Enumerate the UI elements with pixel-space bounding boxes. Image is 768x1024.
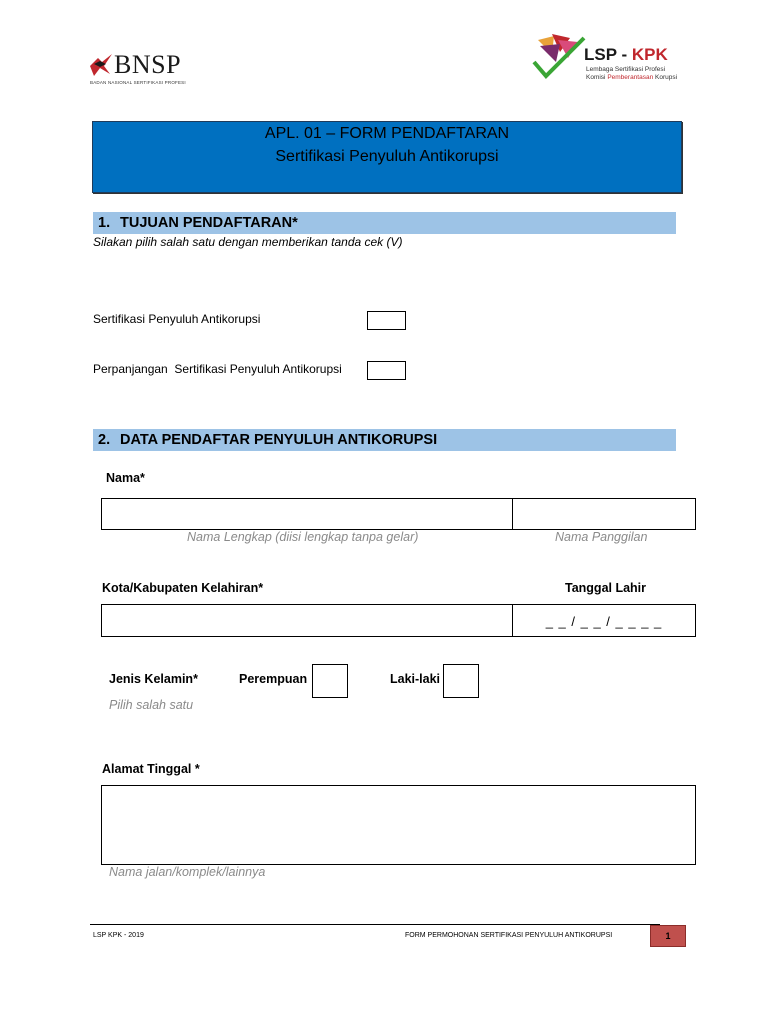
jenis-kelamin-label: Jenis Kelamin* bbox=[109, 672, 198, 686]
title-banner bbox=[92, 121, 682, 193]
lsp-subtitle-line2 bbox=[586, 74, 677, 81]
bnsp-subtitle: BADAN NASIONAL SERTIFIKASI PROFESI bbox=[90, 80, 186, 85]
form-title: APL. 01 – FORM PENDAFTARAN bbox=[264, 125, 510, 142]
lsp-kpk-emblem-icon bbox=[530, 32, 586, 82]
section-1-header bbox=[93, 212, 676, 234]
nama-panggilan-hint: Nama Panggilan bbox=[555, 530, 648, 544]
alamat-tinggal-label: Alamat Tinggal * bbox=[102, 762, 200, 776]
footer-divider bbox=[90, 924, 660, 925]
section-2-number: 2. bbox=[98, 432, 111, 448]
lsp-line2-a: Komisi bbox=[586, 74, 608, 81]
nama-lengkap-hint: Nama Lengkap (diisi lengkap tanpa gelar) bbox=[187, 530, 419, 544]
section-1-number: 1. bbox=[98, 215, 111, 231]
nama-panggilan-input[interactable] bbox=[512, 498, 696, 530]
option-perpanjangan-checkbox[interactable] bbox=[367, 361, 406, 380]
footer-center-text: FORM PERMOHONAN SERTIFIKASI PENYULUH ANTIKORUPSI bbox=[405, 932, 613, 939]
laki-laki-label: Laki-laki bbox=[390, 672, 441, 686]
lsp-wordmark-left: LSP - bbox=[584, 45, 632, 64]
lsp-kpk-logo bbox=[530, 32, 680, 84]
lsp-kpk-wordmark bbox=[584, 45, 668, 65]
bnsp-wordmark: BNSP bbox=[114, 50, 182, 79]
alamat-tinggal-hint: Nama jalan/komplek/lainnya bbox=[109, 865, 266, 879]
alamat-tinggal-input[interactable] bbox=[101, 785, 696, 865]
option-perpanjangan-label: Perpanjangan Sertifikasi Penyuluh Antikorupsi bbox=[93, 362, 342, 376]
section-2-title: DATA PENDAFTAR PENYULUH ANTIKORUPSI bbox=[120, 432, 438, 448]
perempuan-label: Perempuan bbox=[239, 672, 308, 686]
nama-lengkap-input[interactable] bbox=[101, 498, 513, 530]
jenis-kelamin-hint: Pilih salah satu bbox=[109, 698, 194, 712]
page-number: 1 bbox=[650, 925, 686, 947]
kota-kelahiran-input[interactable] bbox=[101, 604, 513, 637]
option-sertifikasi-label: Sertifikasi Penyuluh Antikorupsi bbox=[93, 312, 261, 326]
footer-left-text: LSP KPK - 2019 bbox=[93, 932, 144, 939]
lsp-line2-c: Korupsi bbox=[653, 74, 678, 81]
nama-label: Nama* bbox=[106, 471, 145, 485]
tanggal-lahir-placeholder: _ _ / _ _ / _ _ _ _ bbox=[545, 614, 663, 629]
section-2-header bbox=[93, 429, 676, 451]
form-subtitle: Sertifikasi Penyuluh Antikorupsi bbox=[275, 148, 499, 165]
perempuan-checkbox[interactable] bbox=[312, 664, 348, 698]
option-sertifikasi-checkbox[interactable] bbox=[367, 311, 406, 330]
section-1-title: TUJUAN PENDAFTARAN* bbox=[120, 215, 298, 231]
tanggal-lahir-label: Tanggal Lahir bbox=[565, 581, 647, 595]
bnsp-logo bbox=[88, 48, 206, 90]
tanggal-lahir-input[interactable] bbox=[512, 604, 696, 637]
kpk-wordmark-right: KPK bbox=[631, 45, 668, 64]
bnsp-emblem-icon bbox=[88, 52, 114, 78]
section-1-instruction: Silakan pilih salah satu dengan memberikan tanda cek (V) bbox=[93, 235, 403, 249]
laki-laki-checkbox[interactable] bbox=[443, 664, 479, 698]
lsp-line2-b: Pemberantasan bbox=[607, 74, 654, 81]
kota-kelahiran-label: Kota/Kabupaten Kelahiran* bbox=[102, 581, 264, 595]
lsp-subtitle-line1: Lembaga Sertifikasi Profesi bbox=[586, 66, 666, 73]
